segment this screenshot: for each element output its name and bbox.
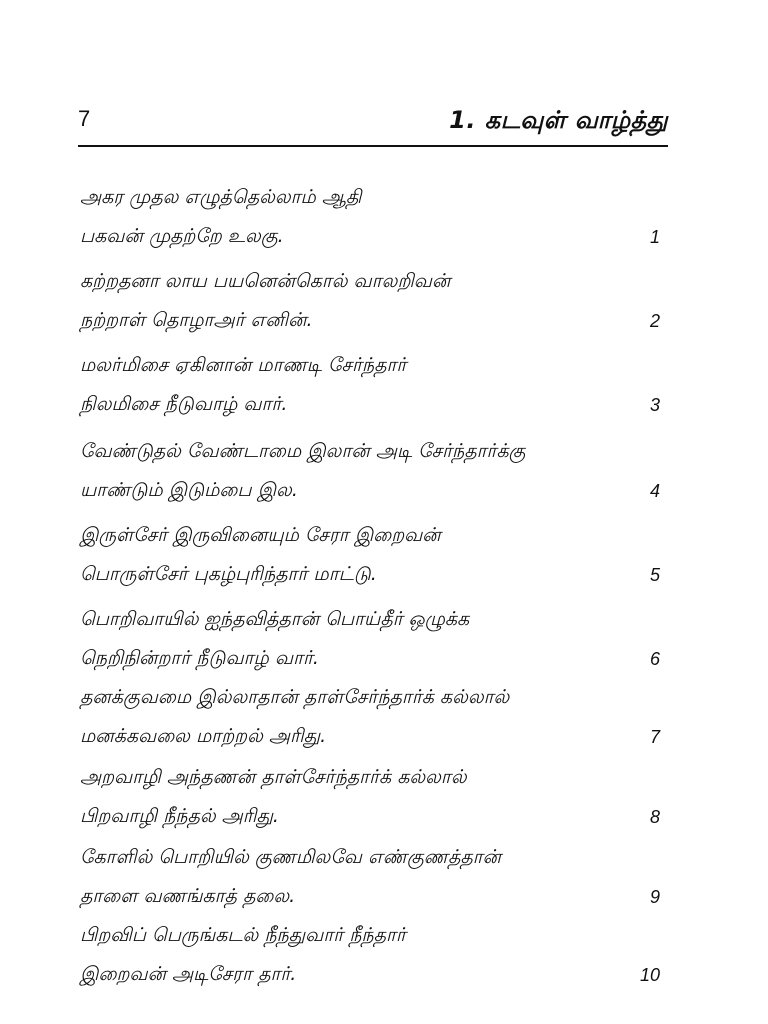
header-divider xyxy=(78,145,668,147)
verse-line-2: நிலமிசை நீடுவாழ் வார். xyxy=(80,393,288,415)
verse-4 xyxy=(80,440,668,510)
verse-line-2: பகவன் முதற்றே உலகு. xyxy=(80,225,284,247)
chapter-title: 1. கடவுள் வாழ்த்து xyxy=(449,106,668,134)
verse-line-1: இருள்சேர் இருவினையும் சேரா இறைவன் xyxy=(80,524,441,546)
verse-number: 1 xyxy=(649,227,660,247)
verse-line-1: கற்றதனா லாய பயனென்கொல் வாலறிவன் xyxy=(80,270,451,292)
verse-number: 8 xyxy=(649,807,660,827)
verse-number: 2 xyxy=(649,311,660,331)
verse-5 xyxy=(80,524,668,594)
verse-line-1: தனக்குவமை இல்லாதான் தாள்சேர்ந்தார்க் கல்லால் xyxy=(80,686,510,708)
verse-number: 4 xyxy=(649,481,660,501)
verse-line-1: கோளில் பொறியில் குணமிலவே எண்குணத்தான் xyxy=(80,846,502,868)
verse-line-2: மனக்கவலை மாற்றல் அரிது. xyxy=(80,725,327,747)
verse-line-2: யாண்டும் இடும்பை இல. xyxy=(80,479,298,501)
verse-number: 5 xyxy=(649,565,660,585)
verse-number: 10 xyxy=(639,965,660,985)
verse-3 xyxy=(80,354,668,424)
verse-line-2: நற்றாள் தொழாஅர் எனின். xyxy=(80,309,313,331)
verse-line-1: அறவாழி அந்தணன் தாள்சேர்ந்தார்க் கல்லால் xyxy=(80,766,467,788)
verse-line-1: அகர முதல எழுத்தெல்லாம் ஆதி xyxy=(80,186,362,208)
verse-line-2: இறைவன் அடிசேரா தார். xyxy=(80,963,297,985)
verse-7 xyxy=(80,686,668,756)
verse-1 xyxy=(80,186,668,256)
verse-10 xyxy=(80,924,668,994)
verse-number: 9 xyxy=(649,887,660,907)
verse-line-1: பிறவிப் பெருங்கடல் நீந்துவார் நீந்தார் xyxy=(80,924,406,946)
page-number: 7 xyxy=(78,106,91,131)
verse-9 xyxy=(80,846,668,916)
verse-line-1: மலர்மிசை ஏகினான் மாணடி சேர்ந்தார் xyxy=(80,354,407,376)
verse-line-1: பொறிவாயில் ஐந்தவித்தான் பொய்தீர் ஒழுக்க xyxy=(80,608,470,630)
verse-line-2: பொருள்சேர் புகழ்புரிந்தார் மாட்டு. xyxy=(80,563,377,585)
verse-number: 6 xyxy=(649,649,660,669)
verse-line-2: பிறவாழி நீந்தல் அரிது. xyxy=(80,805,279,827)
verse-8 xyxy=(80,766,668,836)
verse-number: 7 xyxy=(649,727,660,747)
verse-number: 3 xyxy=(649,395,660,415)
verse-line-2: நெறிநின்றார் நீடுவாழ் வார். xyxy=(80,647,319,669)
verse-6 xyxy=(80,608,668,678)
verse-line-2: தாளை வணங்காத் தலை. xyxy=(80,885,296,907)
verse-line-1: வேண்டுதல் வேண்டாமை இலான் அடி சேர்ந்தார்க்கு xyxy=(80,440,526,462)
verse-2 xyxy=(80,270,668,340)
